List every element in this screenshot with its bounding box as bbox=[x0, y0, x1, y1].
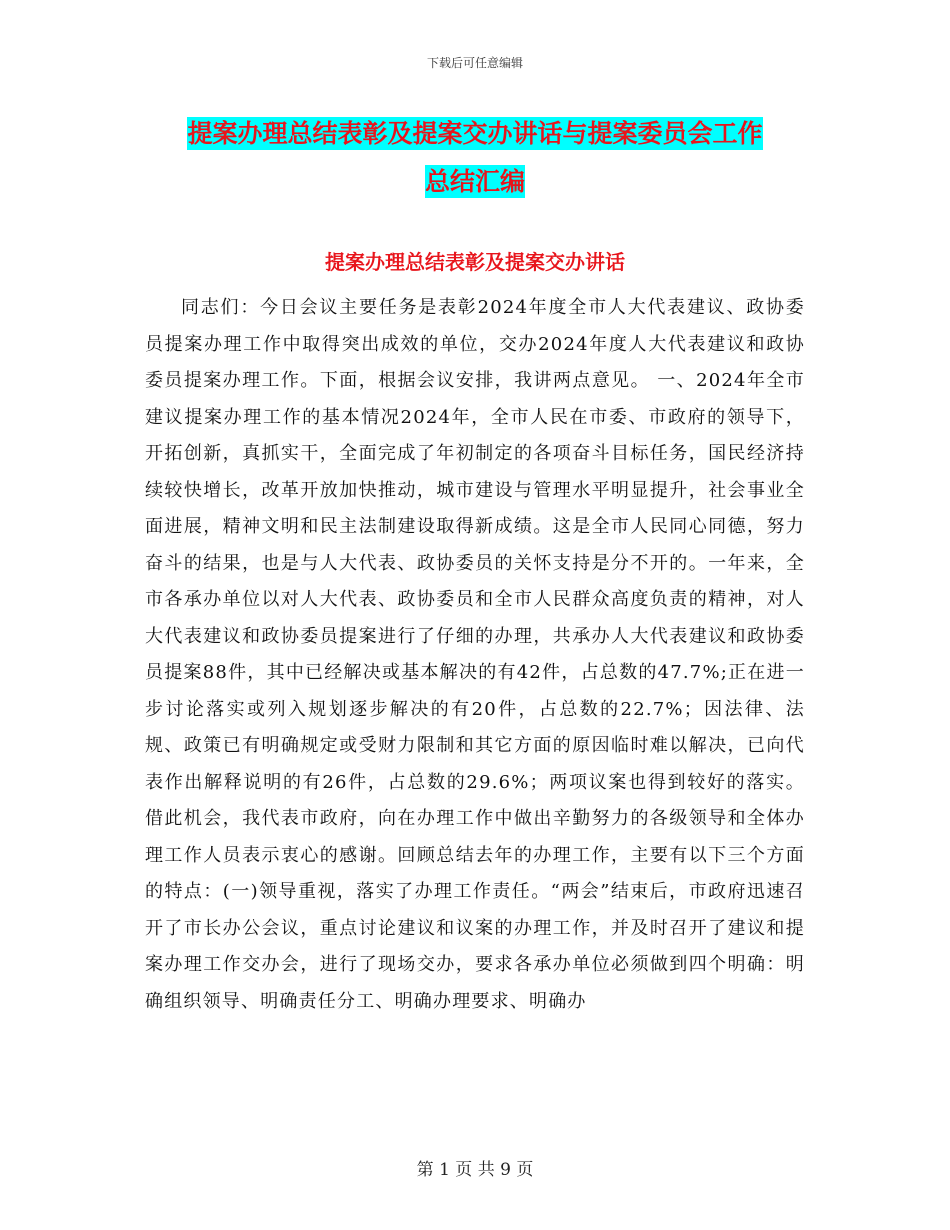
document-title bbox=[145, 110, 805, 206]
section-title: 提案办理总结表彰及提案交办讲话 bbox=[325, 250, 625, 274]
page-header-note: 下载后可任意编辑 bbox=[426, 56, 523, 70]
document-title-line-1: 提案办理总结表彰及提案交办讲话与提案委员会工作 bbox=[187, 119, 763, 148]
body-paragraph: 同志们：今日会议主要任务是表彰2024年度全市人大代表建议、政协委员提案办理工作中取得突出成效的单位，交办2024年度人大代表建议和政协委员提案办理工作。下面，根据会议安排，我讲两点意见。 一、2024年全市建议提案办理工作的基本情况2024年，全市人民在市委、市政府的领导下，开拓创新，真抓实干，全面完成了年初制定的各项奋斗目标任务，国民经济持续较快增长，改革开放加快推动，城市建设与管理水平明显提升，社会事业全面进展，精神文明和民主法制建设取得新成绩。这是全市人民同心同德，努力奋斗的结果，也是与人大代表、政协委员的关怀支持是分不开的。一年来，全市各承办单位以对人大代表、政协委员和全市人民群众高度负责的精神，对人大代表建议和政协委员提案进行了仔细的办理，共承办人大代表建议和政协委员提案88件，其中已经解决或基本解决的有42件，占总数的47.7%;正在进一步讨论落实或列入规划逐步解决的有20件，占总数的22.7%；因法律、法规、政策已有明确规定或受财力限制和其它方面的原因临时难以解决，已向代表作出解释说明的有26件，占总数的29.6%；两项议案也得到较好的落实。借此机会，我代表市政府，向在办理工作中做出辛勤努力的各级领导和全体办理工作人员表示衷心的感谢。回顾总结去年的办理工作，主要有以下三个方面的特点：(一)领导重视，落实了办理工作责任。“两会”结束后，市政府迅速召开了市长办公会议，重点讨论建议和议案的办理工作，并及时召开了建议和提案办理工作交办会，进行了现场交办，要求各承办单位必须做到四个明确：明确组织领导、明确责任分工、明确办理要求、明确办 bbox=[145, 297, 805, 1012]
document-title-line-2: 总结汇编 bbox=[424, 167, 525, 196]
page-number-footer: 第 1 页 共 9 页 bbox=[416, 1160, 534, 1180]
